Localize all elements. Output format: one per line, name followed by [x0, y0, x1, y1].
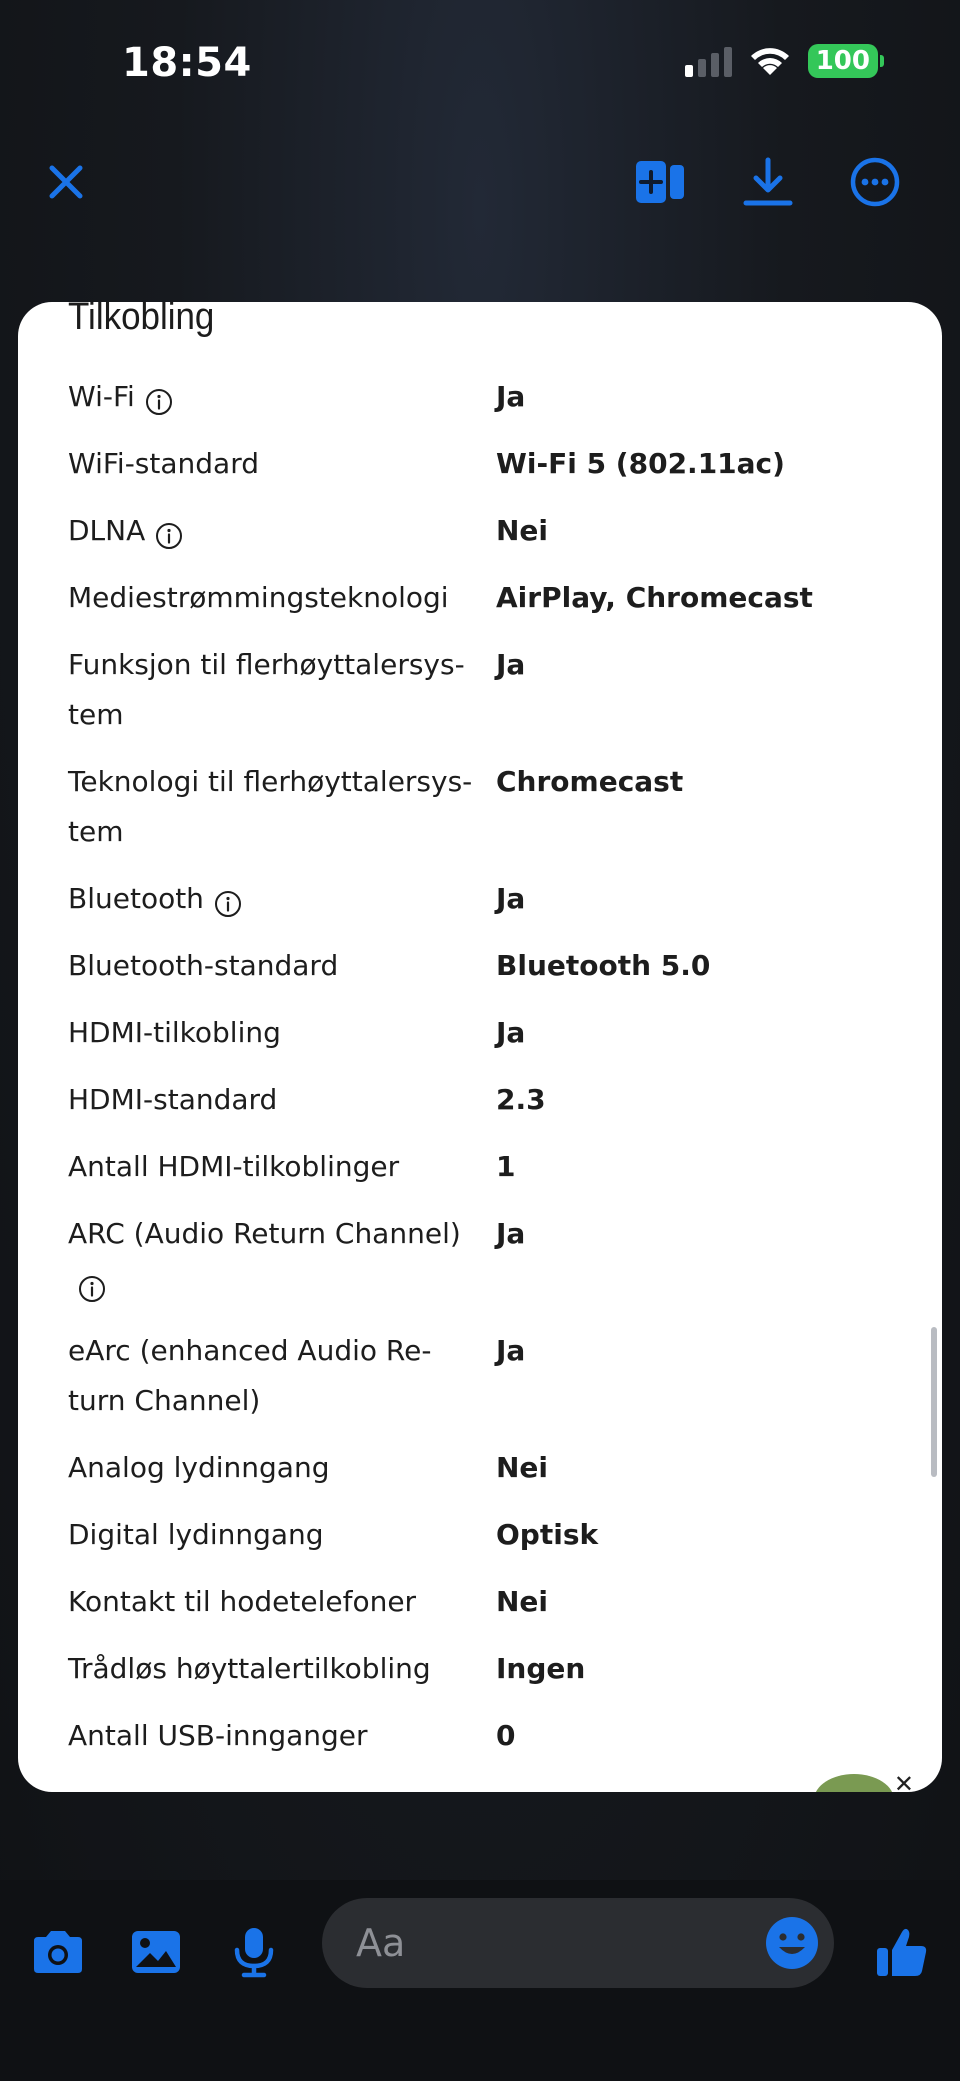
spec-label [68, 1075, 496, 1125]
spec-row [68, 640, 908, 740]
spec-row [68, 1443, 908, 1493]
spec-row [68, 1711, 908, 1761]
spec-label [68, 1510, 496, 1560]
camera-button[interactable] [28, 1922, 88, 1982]
spec-label-line: tem [68, 815, 124, 848]
download-icon [742, 156, 794, 208]
like-button[interactable] [872, 1922, 932, 1982]
info-icon[interactable] [155, 516, 183, 544]
floating-close-icon[interactable]: ✕ [893, 1770, 914, 1792]
spec-row [68, 874, 908, 924]
spec-label-text: Wi-Fi [68, 380, 135, 413]
spec-value: Nei [496, 514, 549, 547]
add-page-icon [634, 159, 686, 205]
spec-label-line: eArc (enhanced Audio Re- [68, 1334, 432, 1367]
spec-label-text: HDMI-standard [68, 1083, 278, 1116]
spec-value: Nei [496, 1585, 549, 1618]
download-button[interactable] [736, 150, 800, 214]
spec-row [68, 1008, 908, 1058]
spec-label [68, 1326, 496, 1426]
spec-value: Nei [496, 1451, 549, 1484]
spec-label-text: Kontakt til hodetelefoner [68, 1585, 417, 1618]
gallery-icon [130, 1929, 182, 1975]
spec-row [68, 1577, 908, 1627]
spec-value: Ja [496, 1334, 526, 1367]
spec-label [68, 1209, 496, 1309]
battery-indicator: 100 [808, 44, 878, 78]
spec-row [68, 1075, 908, 1125]
spec-label-text: Mediestrømmingsteknologi [68, 581, 449, 614]
spec-label [68, 1008, 496, 1058]
spec-label [68, 1711, 496, 1761]
spec-label-text: Bluetooth [68, 882, 204, 915]
spec-label-text: Digital lydinngang [68, 1518, 324, 1551]
spec-value: Ja [496, 1217, 526, 1250]
add-page-button[interactable] [628, 150, 692, 214]
spec-value: 2.3 [496, 1083, 546, 1116]
spec-label [68, 1443, 496, 1493]
spec-label [68, 506, 496, 556]
spec-label [68, 640, 496, 740]
spec-value: 1 [496, 1150, 516, 1183]
spec-label-line: Teknologi til flerhøyttalersys- [68, 765, 473, 798]
spec-row [68, 1326, 908, 1426]
info-icon[interactable] [214, 884, 242, 912]
spec-row [68, 1644, 908, 1694]
status-icons [685, 44, 878, 78]
spec-list [68, 372, 908, 1778]
spec-value: AirPlay, Chromecast [496, 581, 813, 614]
spec-value: Chromecast [496, 765, 684, 798]
spec-label-line: Funksjon til flerhøyttalersys- [68, 648, 465, 681]
spec-label-text: Antall USB-innganger [68, 1719, 368, 1752]
spec-label-line: turn Channel) [68, 1384, 261, 1417]
gallery-button[interactable] [126, 1922, 186, 1982]
spec-value: Wi-Fi 5 (802.11ac) [496, 447, 785, 480]
spec-label [68, 1142, 496, 1192]
spec-label-text: ARC (Audio Return Channel) [68, 1217, 461, 1250]
message-placeholder: Aa [356, 1921, 406, 1965]
spec-label-text: Bluetooth-standard [68, 949, 339, 982]
info-icon[interactable] [145, 382, 173, 410]
spec-label [68, 941, 496, 991]
spec-row [68, 757, 908, 857]
spec-value: 0 [496, 1719, 516, 1752]
spec-label [68, 439, 496, 489]
document-preview[interactable] [18, 302, 942, 1792]
thumbs-up-icon [875, 1926, 929, 1978]
close-icon [46, 162, 86, 202]
more-icon [849, 156, 901, 208]
spec-label-text: DLNA [68, 514, 146, 547]
spec-row [68, 439, 908, 489]
spec-row [68, 941, 908, 991]
info-icon[interactable] [78, 1269, 106, 1297]
spec-row [68, 506, 908, 556]
section-title: Tilkobling [68, 302, 215, 338]
spec-label [68, 1577, 496, 1627]
message-input[interactable] [322, 1898, 834, 1988]
spec-label-line: tem [68, 698, 124, 731]
spec-row [68, 1142, 908, 1192]
spec-value: Ja [496, 648, 526, 681]
microphone-icon [232, 1926, 276, 1978]
spec-label [68, 874, 496, 924]
status-time: 18:54 [122, 40, 252, 86]
spec-value: Ja [496, 1016, 526, 1049]
spec-value: Ja [496, 380, 526, 413]
spec-value: Ingen [496, 1652, 586, 1685]
spec-value: Optisk [496, 1518, 599, 1551]
spec-label-text: Antall HDMI-tilkoblinger [68, 1150, 400, 1183]
spec-row [68, 372, 908, 422]
spec-label-text: Trådløs høyttalertilkobling [68, 1652, 431, 1685]
camera-icon [30, 1929, 86, 1975]
wifi-icon [748, 44, 792, 78]
spec-row [68, 1510, 908, 1560]
spec-value: Bluetooth 5.0 [496, 949, 711, 982]
spec-label [68, 1644, 496, 1694]
more-button[interactable] [843, 150, 907, 214]
emoji-icon[interactable] [764, 1915, 820, 1971]
spec-row [68, 573, 908, 623]
spec-label-text: WiFi-standard [68, 447, 259, 480]
spec-label-text: Analog lydinngang [68, 1451, 330, 1484]
scrollbar-thumb[interactable] [931, 1327, 937, 1477]
spec-row [68, 1209, 908, 1309]
close-button[interactable] [34, 150, 98, 214]
cellular-signal-icon [685, 45, 732, 77]
microphone-button[interactable] [224, 1922, 284, 1982]
spec-label [68, 573, 496, 623]
spec-value: Ja [496, 882, 526, 915]
spec-label [68, 757, 496, 857]
spec-label [68, 372, 496, 422]
spec-label-text: HDMI-tilkobling [68, 1016, 281, 1049]
